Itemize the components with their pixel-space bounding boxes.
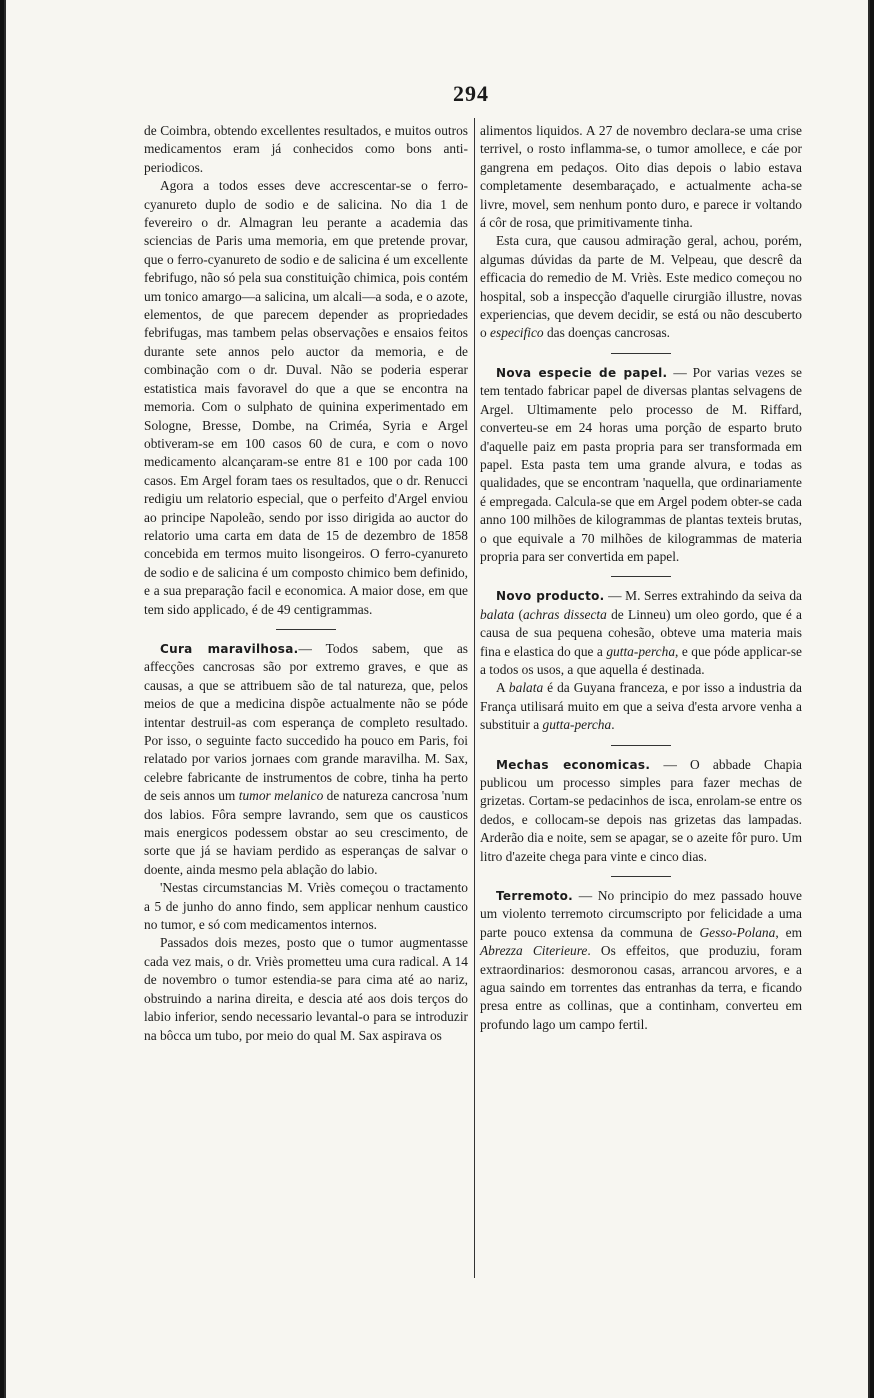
section-rule: [611, 745, 671, 746]
paragraph: Passados dois mezes, posto que o tumor augmentasse cada vez mais, o dr. Vriès prometteu uma cura radical. A 14 de novembro o tumor estendia-se para cima até ao nariz, obstruindo a narina direita, e descia até aos dois terços do labio inferior, sendo necessario levantal-o para se introduzir na bôcca um tubo, por meio do qual M. Sax aspirava os: [144, 935, 468, 1043]
section-rule: [611, 576, 671, 577]
article-mechas-economicas: Mechas economicas. — O abbade Chapia publicou um processo simples para fazer mechas de grizetas. Cortam-se pedacinhos de isca, enrolam-se entre os dedos, e collocam-se depois nas grizetas das lampadas. Arderão dia e noite, sem se apagar, se o azeite fôr puro. Um litro d'azeite chega para vinte e cinco dias.: [480, 756, 802, 864]
column-divider: [474, 118, 475, 1278]
paragraph: Agora a todos esses deve accrescentar-se o ferro-cyanureto duplo de sodio e de salicina. No dia 1 de fevereiro o dr. Almagran leu perante a academia das sciencias de Paris uma memoria, em que pretende provar, que o ferro-cyanureto de sodio e de salicina é um excellente febrifugo, não só pela sua constituição chimica, pois contém um tonico amargo—a salicina, um alcali—a soda, e o azote, elementos, de que parecem depender as propriedades febrifugas, mas tambem pelas observações e ensaios feitos durante sete annos pelo auctor da memoria, e de combinação com o dr. Duval. Não se poderia esperar estatistica mais favoravel do que a que se encontra na memoria. Com o sulphato de quinina experimentado em Sologne, Bresse, Dombe, na Criméa, Syria e Argel obtiveram-se em 100 casos 60 de cura, e com o novo medicamento alcançaram-se entre 81 e 100 por cada 100 casos. Em Argel foram taes os resultados, que o dr. Renucci redigiu um relatorio especial, que o perfeito d'Argel enviou ao principe Napoleão, sendo por isso dirigida ao auctor do relatorio uma carta em data de 15 de dezembro de 1858 concebida em termos muito lisongeiros. O ferro-cyanureto de sodio e de salicina é um composto chimico bem definido, e a sua preparação facil e economica. A maior dose, em que tem sido applicado, é de 49 centigrammas.: [144, 178, 468, 617]
paragraph: Esta cura, que causou admiração geral, achou, porém, algumas dúvidas da parte de M. Velpeau, que descrê da efficacia do remedio de M. Vriès. Este medico começou no hospital, sob a inspecção d'aquelle cirurgião illustre, novas experiencias, que devem decidir, se está ou não descuberto o especifico das doenças cancrosas.: [480, 233, 802, 341]
article-nova-especie-de-papel: Nova especie de papel. — Por varias vezes se tem tentado fabricar papel de diversas plantas selvagens de Argel. Ultimamente pelo processo de M. Riffard, converteu-se em 24 horas uma porção de esparto bruto d'aquelle paiz em pasta propria para ser transformada em papel. Esta pasta tem uma grande alvura, e todas as qualidades, que se encontram 'naquella, que ordinariamente é empregada. Calcula-se que em Argel podem obter-se cada anno 100 milhões de kilogrammas de plantas texteis brutas, o que equivale a 70 milhões de kilogrammas de materia propria para ser convertida em papel.: [480, 364, 802, 564]
section-rule: [276, 629, 336, 630]
page-number: 294: [453, 81, 489, 106]
paragraph: A balata é da Guyana franceza, e por isso a industria da França utilisará muito em que a seiva d'esta arvore venha a substituir a gutta-percha.: [480, 680, 802, 733]
section-title: Mechas economicas.: [496, 757, 651, 772]
article-cura-maravilhosa: Cura maravilhosa.— Todos sabem, que as affecções cancrosas são por extremo graves, e que as causas, a que se attribuem são de tal natureza, que, pelos meios de que a medicina dispõe actualmente não se póde intentar destruil-as com esperança de completo resultado. Por isso, o seguinte facto succedido ha pouco em Paris, foi relatado por varios jornaes com grande maravilha. M. Sax, celebre fabricante de instrumentos de cobre, tinha ha perto de seis annos um tumor melanico de natureza cancrosa 'num dos labios. Fôra sempre lavrando, sem que os causticos mais energicos podessem obstar ao seu crescimento, de sorte que já se haviam perdido as esperanças de salvar o doente, ainda mesmo pela ablação do labio.: [144, 640, 468, 877]
section-title: Terremoto.: [496, 889, 573, 904]
section-rule: [611, 876, 671, 877]
section-title: Novo producto.: [496, 589, 605, 604]
article-terremoto: Terremoto. — No principio do mez passado houve um violento terremoto circumscripto por felicidade a uma parte pouco extensa da communa de Gesso-Polana, em Abrezza Citerieure. Os effeitos, que produziu, foram extraordinarios: desmoronou casas, arrancou arvores, e a agua saindo em torrentes das entranhas da terra, e ficando presa entre as collinas, que a continham, converteu em profundo lago um campo fertil.: [480, 888, 802, 1032]
article-novo-producto: Novo producto. — M. Serres extrahindo da seiva da balata (achras dissecta de Linneu) um oleo gordo, que é a causa de sua pequena cohesão, obteve uma materia mais fina e elastica do que a gutta-percha, e que póde applicar-se a todos os usos, a que aquella é destinada.: [480, 588, 802, 677]
paragraph: 'Nestas circumstancias M. Vriès começou o tractamento a 5 de junho do anno findo, sem applicar nenhum caustico no tumor, e só com medicamentos internos.: [144, 880, 468, 933]
section-title: Cura maravilhosa.: [160, 641, 299, 656]
paragraph: de Coimbra, obtendo excellentes resultados, e muitos outros medicamentos eram já conhecidos como bons anti-periodicos.: [144, 123, 468, 175]
paragraph: alimentos liquidos. A 27 de novembro declara-se uma crise terrivel, o rosto inflamma-se, o tumor amollece, e cáe por gangrena em pedaços. Oito dias depois o labio estava completamente desembaraçado, e actualmente acha-se livre, movel, sem nenhum ponto duro, e parece ir voltando á côr de rosa, que primitivamente tinha.: [480, 123, 802, 231]
section-rule: [611, 353, 671, 354]
right-column: [480, 122, 802, 1034]
left-column: [144, 122, 468, 1045]
section-title: Nova especie de papel.: [496, 365, 668, 380]
document-page: [4, 0, 870, 1398]
